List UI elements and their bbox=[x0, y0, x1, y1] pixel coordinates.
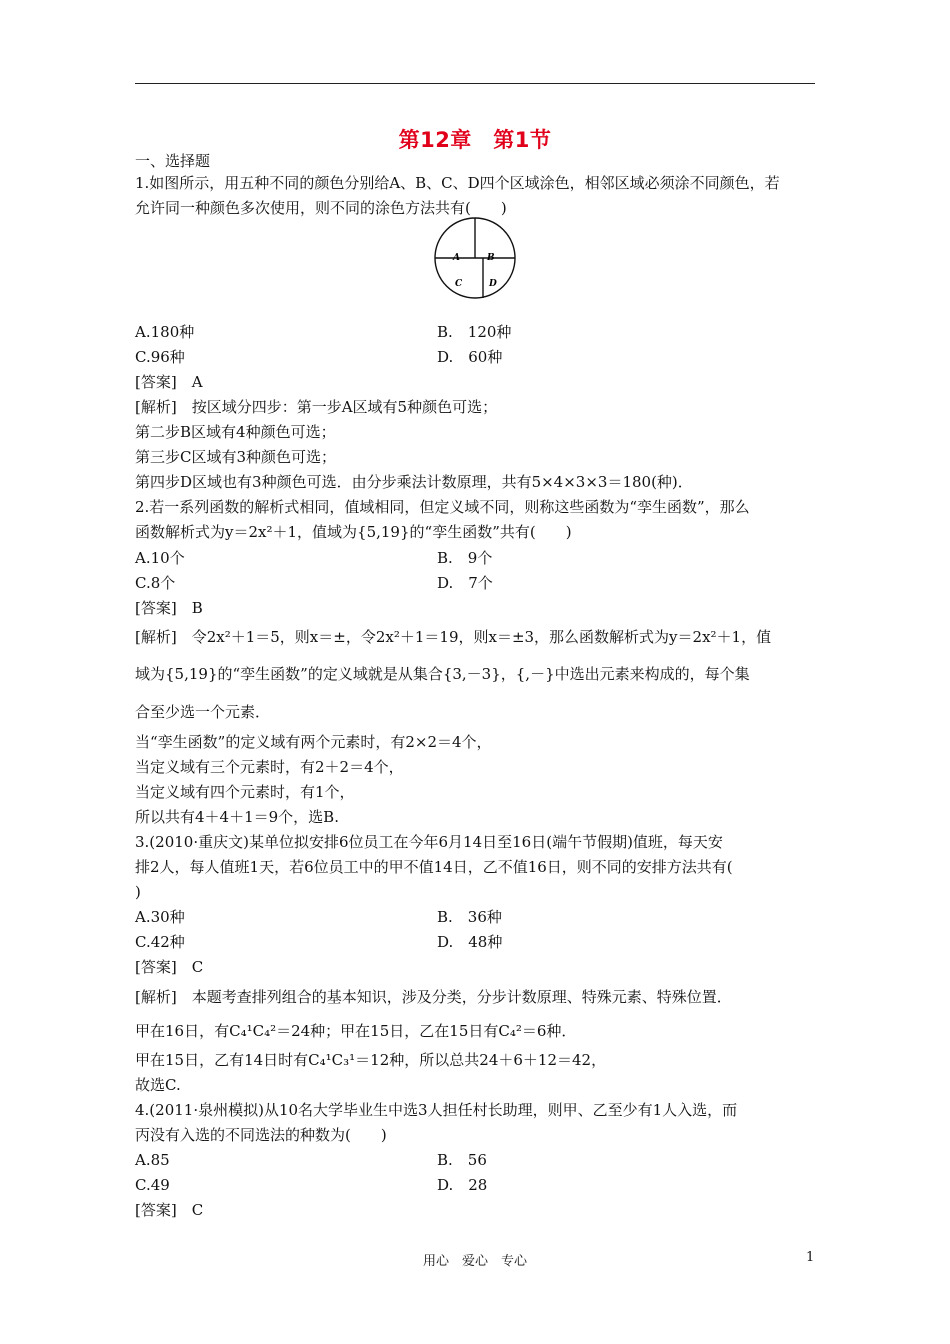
q1-analysis-2: 第二步B区域有4种颜色可选； bbox=[135, 423, 336, 441]
q3-stem-line-3: ) bbox=[135, 883, 141, 901]
q2-analysis-4: 当“孪生函数”的定义域有两个元素时，有2×2＝4个， bbox=[135, 733, 492, 751]
q2-analysis-1: [解析] 令2x²＋1＝5，则x＝±，令2x²＋1＝19，则x＝±3，那么函数解析式为y＝2x²＋1，值 bbox=[135, 628, 772, 646]
q3-answer: [答案] C bbox=[135, 958, 204, 976]
q1-region-diagram bbox=[433, 216, 517, 300]
region-label-a: A bbox=[453, 253, 460, 263]
q4-option-a: A.85 bbox=[135, 1151, 170, 1169]
q4-option-c: C.49 bbox=[135, 1176, 170, 1194]
q4-stem-line-1: 4.(2011·泉州模拟)从10名大学毕业生中选3人担任村长助理，则甲、乙至少有1人入选，而 bbox=[135, 1101, 738, 1119]
region-label-d: D bbox=[489, 279, 497, 289]
q1-answer: [答案] A bbox=[135, 373, 203, 391]
q2-analysis-5: 当定义域有三个元素时，有2＋2＝4个， bbox=[135, 758, 404, 776]
q2-option-a: A.10个 bbox=[135, 549, 185, 567]
q1-option-b: B. 120种 bbox=[437, 323, 512, 341]
q3-stem-line-2: 排2人，每人值班1天，若6位员工中的甲不值14日，乙不值16日，则不同的安排方法共有( bbox=[135, 858, 733, 876]
q3-stem-line-1: 3.(2010·重庆文)某单位拟安排6位员工在今年6月14日至16日(端午节假期)值班，每天安 bbox=[135, 833, 723, 851]
region-label-c: C bbox=[455, 279, 463, 289]
q3-option-d: D. 48种 bbox=[437, 933, 503, 951]
q2-option-d: D. 7个 bbox=[437, 574, 493, 592]
q4-option-b: B. 56 bbox=[437, 1151, 487, 1169]
q2-option-b: B. 9个 bbox=[437, 549, 493, 567]
q1-stem-line-1: 1.如图所示，用五种不同的颜色分别给A、B、C、D四个区域涂色，相邻区域必须涂不同颜色，若 bbox=[135, 174, 780, 192]
q3-analysis-3: 甲在15日，乙有14日时有C₄¹C₃¹＝12种，所以总共24＋6＋12＝42， bbox=[135, 1051, 607, 1069]
q1-option-d: D. 60种 bbox=[437, 348, 503, 366]
page-title: 第12章 第1节 bbox=[398, 128, 552, 152]
q2-answer: [答案] B bbox=[135, 599, 203, 617]
q1-analysis-1: [解析] 按区域分四步：第一步A区域有5种颜色可选； bbox=[135, 398, 498, 416]
q1-stem-line-2: 允许同一种颜色多次使用，则不同的涂色方法共有( ) bbox=[135, 199, 507, 217]
q2-analysis-6: 当定义域有四个元素时，有1个， bbox=[135, 783, 355, 801]
footer-motto: 用心 爱心 专心 bbox=[422, 1254, 527, 1269]
q3-option-b: B. 36种 bbox=[437, 908, 502, 926]
region-label-b: B bbox=[487, 253, 495, 263]
q3-option-a: A.30种 bbox=[135, 908, 185, 926]
page-number: 1 bbox=[806, 1250, 815, 1265]
q3-analysis-2: 甲在16日，有C₄¹C₄²＝24种；甲在15日，乙在15日有C₄²＝6种． bbox=[135, 1022, 577, 1040]
q1-analysis-4: 第四步D区域也有3种颜色可选．由分步乘法计数原理，共有5×4×3×3＝180(种)． bbox=[135, 473, 693, 491]
q2-stem-line-1: 2.若一系列函数的解析式相同，值域相同，但定义域不同，则称这些函数为“孪生函数”，那么 bbox=[135, 498, 750, 516]
header-rule bbox=[135, 83, 815, 84]
q1-option-c: C.96种 bbox=[135, 348, 185, 366]
q4-stem-line-2: 丙没有入选的不同选法的种数为( ) bbox=[135, 1126, 387, 1144]
q4-option-d: D. 28 bbox=[437, 1176, 488, 1194]
q2-stem-line-2: 函数解析式为y＝2x²＋1，值域为{5,19}的“孪生函数”共有( ) bbox=[135, 523, 572, 541]
q2-analysis-7: 所以共有4＋4＋1＝9个，选B. bbox=[135, 808, 339, 826]
q1-option-a: A.180种 bbox=[135, 323, 195, 341]
q4-answer: [答案] C bbox=[135, 1201, 204, 1219]
section-heading: 一、选择题 bbox=[135, 152, 211, 170]
q2-option-c: C.8个 bbox=[135, 574, 176, 592]
q2-analysis-2: 域为{5,19}的“孪生函数”的定义域就是从集合{3,－3}，{,－}中选出元素来构成的，每个集 bbox=[135, 665, 750, 683]
q3-analysis-1: [解析] 本题考查排列组合的基本知识，涉及分类，分步计数原理、特殊元素、特殊位置． bbox=[135, 988, 732, 1006]
q3-analysis-4: 故选C. bbox=[135, 1076, 181, 1094]
q1-analysis-3: 第三步C区域有3种颜色可选； bbox=[135, 448, 337, 466]
q3-option-c: C.42种 bbox=[135, 933, 185, 951]
q2-analysis-3: 合至少选一个元素． bbox=[135, 703, 271, 721]
